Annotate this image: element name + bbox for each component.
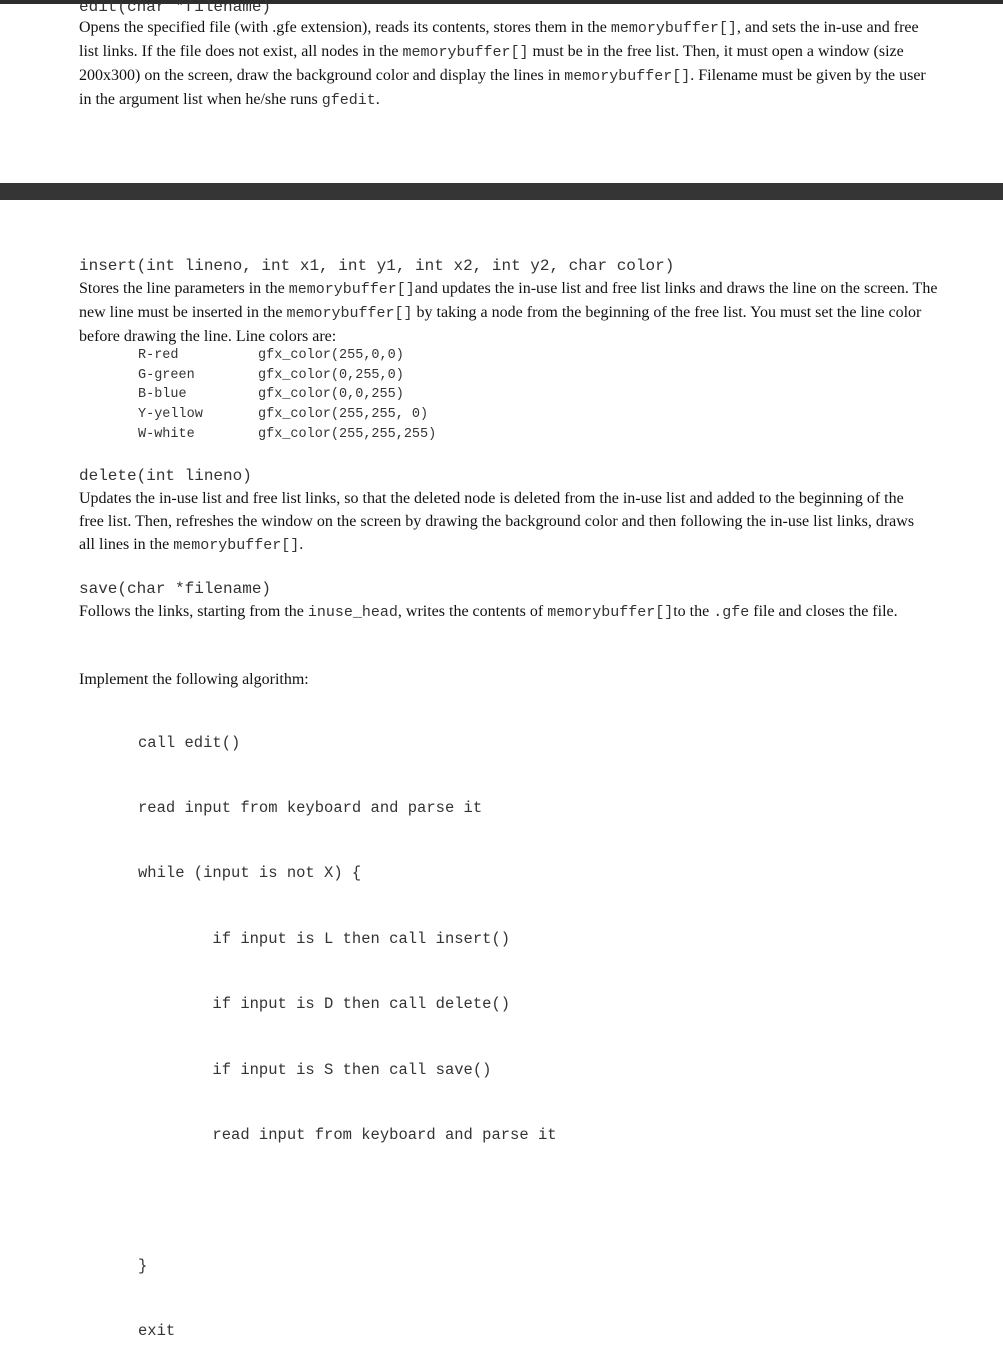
- color-key: W-white: [138, 426, 195, 442]
- color-call: gfx_color(255,0,0): [258, 348, 404, 363]
- code-line: read input from keyboard and parse it: [138, 798, 483, 817]
- text-run: Follows the links, starting from the: [79, 603, 308, 620]
- insert-section: [79, 257, 939, 348]
- text-run: to the: [673, 603, 714, 620]
- code-line: if input is L then call insert(): [138, 929, 511, 948]
- edit-description: [79, 16, 939, 112]
- inline-code: memorybuffer[]: [173, 537, 300, 554]
- code-line: call edit(): [138, 733, 241, 752]
- code-line: exit: [138, 1322, 176, 1341]
- algorithm-code: [138, 689, 557, 1365]
- color-row: [138, 366, 436, 386]
- inline-code: memorybuffer[]: [288, 281, 415, 298]
- insert-description: [79, 277, 939, 348]
- text-run: Stores the line parameters in the: [79, 280, 289, 297]
- text-run: Updates the in-use list and free list links, so that the deleted node is deleted from the in-use list and added to the beginning of the free list. Then, refreshes the window on the screen by drawing the background color and then following the in-use list links, draws all lines in the: [79, 490, 915, 553]
- inline-code: memorybuffer[]: [564, 68, 691, 85]
- section-divider: [0, 183, 1003, 200]
- save-signature: save(char *filename): [79, 580, 272, 598]
- color-key: R-red: [138, 348, 179, 363]
- code-line: if input is D then call delete(): [138, 995, 511, 1014]
- text-run: Opens the specified file (with .gfe extension), reads its contents, stores them in the: [79, 19, 611, 36]
- color-row: [138, 346, 436, 366]
- save-description: [79, 600, 919, 624]
- color-row: [138, 425, 436, 445]
- inline-code: gfedit: [321, 92, 376, 109]
- code-line: if input is S then call save(): [138, 1060, 492, 1079]
- inline-code: memorybuffer[]: [547, 604, 674, 621]
- color-key: Y-yellow: [138, 407, 203, 423]
- code-line: }: [138, 1256, 148, 1275]
- save-section: [79, 580, 919, 624]
- delete-description: [79, 487, 919, 557]
- inline-code: .gfe: [713, 604, 750, 621]
- text-run: , and sets the in-use and free list links. If the file does not exist, all nodes in the: [79, 19, 919, 60]
- text-run: .: [299, 536, 304, 553]
- code-line: read input from keyboard and parse it: [138, 1125, 557, 1144]
- color-row: [138, 405, 436, 425]
- color-key: B-blue: [138, 387, 187, 403]
- insert-signature: insert(int lineno, int x1, int y1, int x2, int y2, char color): [79, 257, 675, 275]
- code-line: while (input is not X) {: [138, 864, 362, 883]
- text-run: file and closes the file.: [749, 603, 898, 620]
- color-row: [138, 385, 436, 405]
- inline-code: memorybuffer[]: [610, 20, 737, 37]
- text-run: . Filename must be given by the user in the argument list when he/she runs: [79, 67, 926, 108]
- edit-signature: edit(char *filename): [79, 0, 272, 16]
- text-run: , writes the contents of: [397, 603, 548, 620]
- color-call: gfx_color(0,0,255): [258, 387, 404, 403]
- edit-section: [79, 0, 939, 112]
- text-run: and updates the in-use list and free list links and draws the line on the screen. The new line must be inserted in the: [79, 280, 938, 321]
- text-run: .: [375, 91, 380, 108]
- color-key: G-green: [138, 367, 195, 383]
- delete-section: [79, 467, 919, 557]
- color-call: gfx_color(0,255,0): [258, 367, 404, 383]
- text-run: must be in the free list. Then, it must open a window (size 200x300) on the screen, draw the background color and display the lines in: [79, 43, 904, 84]
- delete-signature: delete(int lineno): [79, 467, 252, 485]
- text-run: by taking a node from the beginning of the free list. You must set the line color before drawing the line. Line colors are:: [79, 304, 922, 345]
- inline-code: inuse_head: [307, 604, 398, 621]
- inline-code: memorybuffer[]: [402, 44, 529, 61]
- code-line: [138, 1190, 557, 1212]
- color-table: [138, 346, 436, 445]
- algorithm-intro: Implement the following algorithm:: [79, 671, 309, 688]
- inline-code: memorybuffer[]: [286, 305, 413, 322]
- color-call: gfx_color(255,255,255): [258, 426, 437, 442]
- color-call: gfx_color(255,255, 0): [258, 407, 429, 423]
